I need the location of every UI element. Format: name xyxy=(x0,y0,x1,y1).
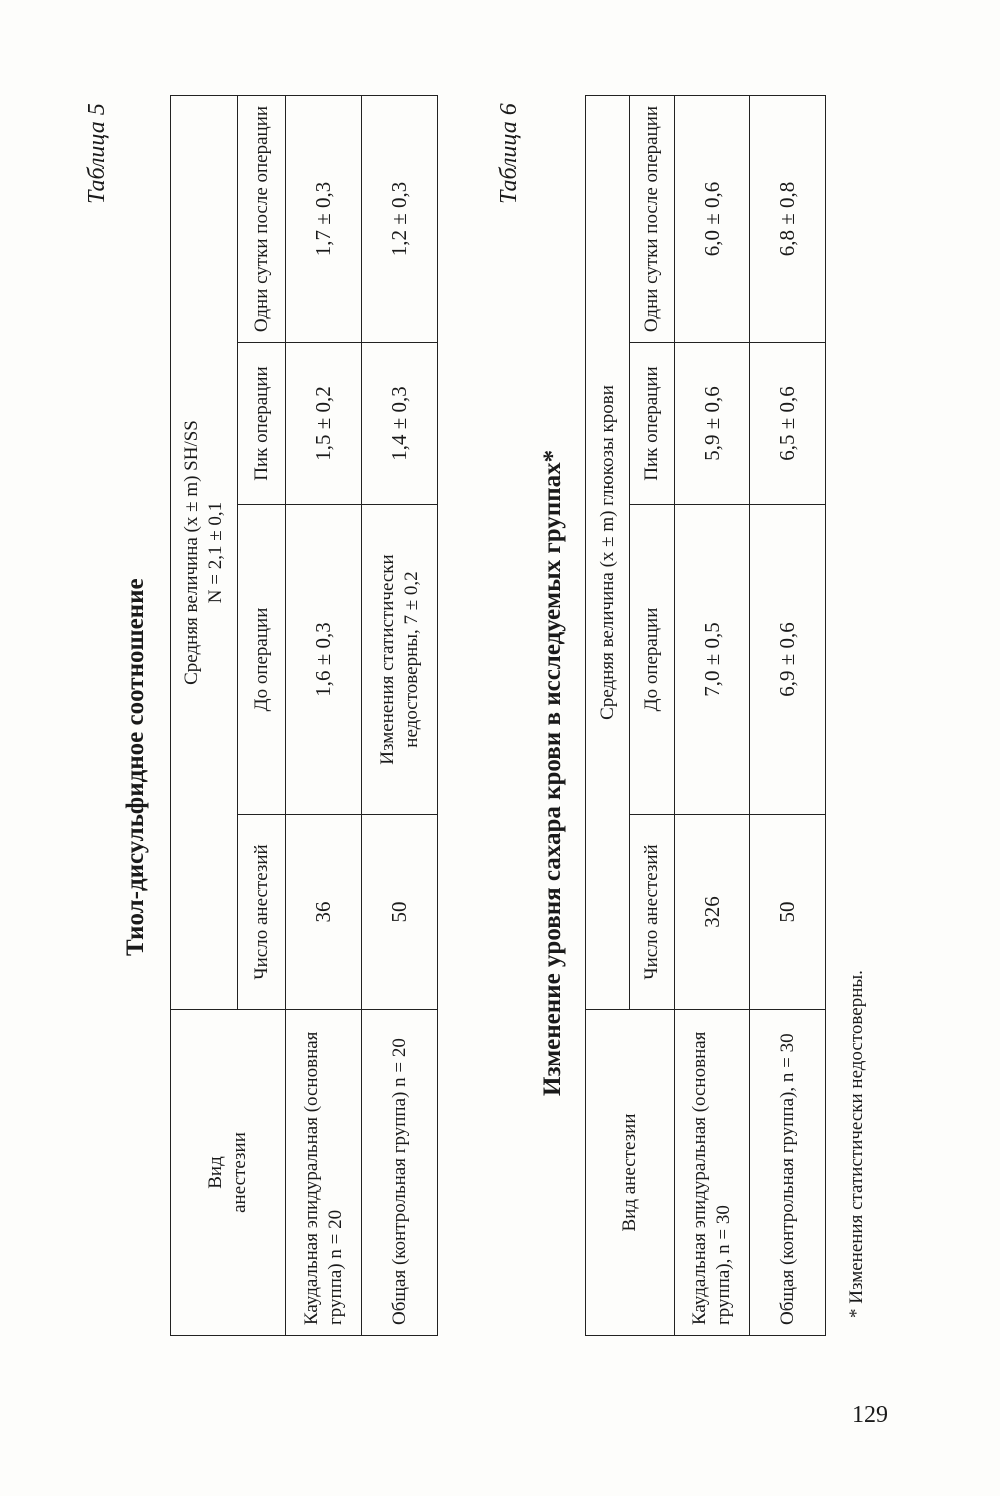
table6-footnote: * Изменения статистически недостоверны. xyxy=(846,970,867,1318)
table6-row2-before: 6,9 ± 0,6 xyxy=(750,505,826,815)
table-row xyxy=(750,95,826,1335)
table5-header-group xyxy=(171,96,238,1010)
table-row xyxy=(675,95,750,1335)
table5-row1-after: 1,7 ± 0,3 xyxy=(286,96,362,343)
table5-group-line1: Средняя величина (x ± m) SH/SS xyxy=(181,420,203,685)
table5-row2-before: Изменения статистически недостоверны, 7 ± 0,2 xyxy=(362,505,438,815)
table6-header-type: Вид анестезии xyxy=(586,1010,675,1336)
table6-header-before: До операции xyxy=(630,505,675,815)
table5-title: Тиол-дисульфидное соотношение xyxy=(122,578,149,956)
table6-row2-after: 6,8 ± 0,8 xyxy=(750,95,826,342)
table6-row1-count: 326 xyxy=(675,815,750,1010)
table6-title: Изменение уровня сахара крови в исследуемых группах* xyxy=(539,449,566,1096)
table5-row2-after: 1,2 ± 0,3 xyxy=(362,96,438,343)
table5-header-after: Одни сутки после операции xyxy=(238,96,286,343)
table5-row1-type: Каудальная эпидуральная (основная группа) n = 20 xyxy=(286,1010,362,1336)
table5-row2-count: 50 xyxy=(362,815,438,1010)
table5-header-row xyxy=(171,96,238,1336)
table5-row1-before: 1,6 ± 0,3 xyxy=(286,505,362,815)
table6 xyxy=(585,95,826,1336)
table6-row1-peak: 5,9 ± 0,6 xyxy=(675,343,750,505)
table5-header-type: Вид анестезии xyxy=(171,1010,286,1336)
table6-row2-peak: 6,5 ± 0,6 xyxy=(750,343,826,505)
table6-header-count: Число анестезий xyxy=(630,815,675,1010)
table5-header-before: До операции xyxy=(238,505,286,815)
table6-row1-type: Каудальная эпидуральная (основная группа), n = 30 xyxy=(675,1010,750,1336)
table-row xyxy=(286,96,362,1336)
table6-row2-type: Общая (контрольная группа), n = 30 xyxy=(750,1010,826,1336)
table5-row2-peak: 1,4 ± 0,3 xyxy=(362,343,438,505)
table5-header-peak: Пик операции xyxy=(238,343,286,505)
table5-row1-count: 36 xyxy=(286,815,362,1010)
table6-header-group: Средняя величина (x ± m) глюкозы крови xyxy=(586,95,630,1009)
table6-row1-after: 6,0 ± 0,6 xyxy=(675,95,750,342)
table6-header-after: Одни сутки после операции xyxy=(630,95,675,342)
table6-row2-count: 50 xyxy=(750,815,826,1010)
table6-header-row xyxy=(586,95,630,1335)
table6-caption: Таблица 6 xyxy=(496,103,522,204)
table5-group-line2: N = 2,1 ± 0,1 xyxy=(205,501,226,604)
table-row xyxy=(362,96,438,1336)
table5-header-count: Число анестезий xyxy=(238,815,286,1010)
table6-row1-before: 7,0 ± 0,5 xyxy=(675,505,750,815)
page-number: 129 xyxy=(852,1402,888,1428)
table5-caption: Таблица 5 xyxy=(84,103,110,204)
table6-header-peak: Пик операции xyxy=(630,343,675,505)
table5 xyxy=(170,95,438,1336)
table5-row1-peak: 1,5 ± 0,2 xyxy=(286,343,362,505)
table5-row2-type: Общая (контрольная группа) n = 20 xyxy=(362,1010,438,1336)
